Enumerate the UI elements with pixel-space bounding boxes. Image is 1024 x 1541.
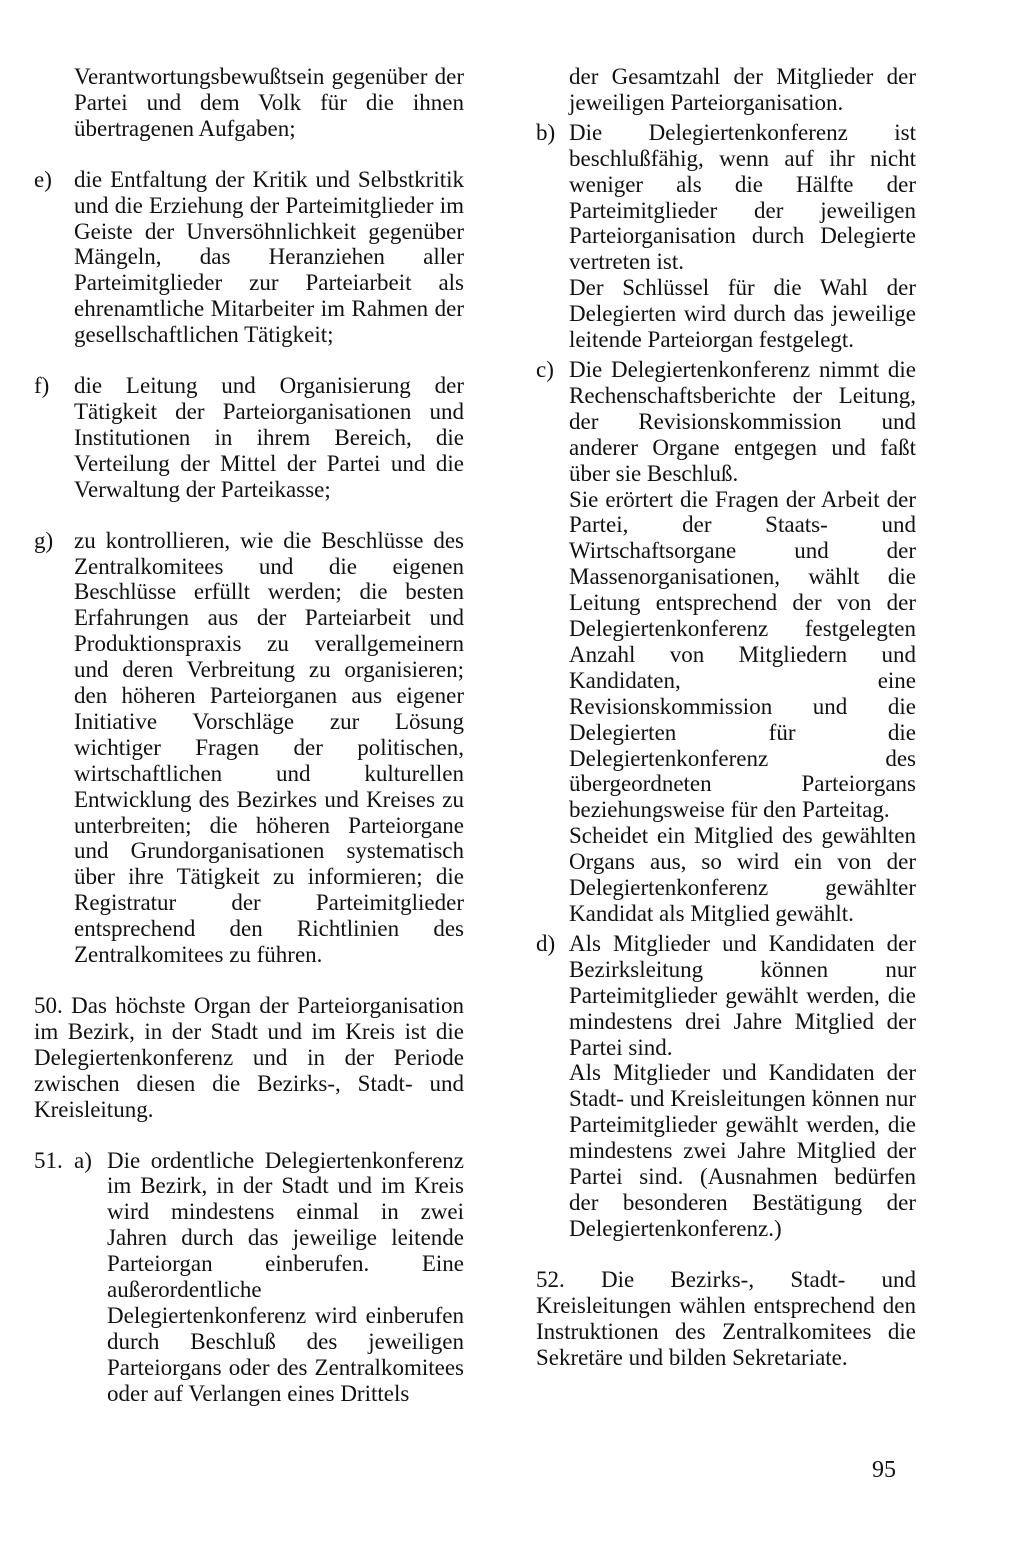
item-c-label: c)	[536, 356, 554, 382]
item-c-paragraph: Die Delegiertenkonferenz nimmt die Rechenschaftsberichte der Leitung, der Revisionskommission und anderer Organe entgegen und faßt über sie Beschluß.	[569, 356, 916, 486]
section-51-number: 51.	[34, 1147, 63, 1173]
item-g	[34, 528, 464, 968]
item-d	[536, 931, 916, 1242]
item-d-continuation-text: Verantwortungsbewußtsein gegenüber der Partei und dem Volk für die ihnen übertragenen Aufgaben;	[74, 64, 464, 141]
section-51-label: a)	[74, 1147, 92, 1173]
section-50	[34, 993, 464, 1123]
item-d-label: d)	[536, 930, 556, 956]
item-c	[536, 357, 916, 927]
item-d-paragraph: Als Mitglieder und Kandidaten der Stadt- und Kreisleitungen können nur Parteimitglieder gewählt werden, die mindestens zwei Jahre Mitglied der Partei sind. (Ausnahmen bedürfen der besonderen Bestätigung der Delegiertenkonferenz.)	[569, 1060, 916, 1241]
item-f-text: die Leitung und Organisierung der Tätigkeit der Parteiorganisationen und Institutionen in ihrem Bereich, die Verteilung der Mittel der Partei und die Verwaltung der Parteikasse;	[74, 373, 464, 502]
item-f	[34, 373, 464, 503]
item-b-label: b)	[536, 119, 556, 145]
item-c-paragraph: Scheidet ein Mitglied des gewählten Organs aus, so wird ein von der Delegiertenkonferenz gewählter Kandidat als Mitglied gewählt.	[569, 823, 916, 926]
item-g-text: zu kontrollieren, wie die Beschlüsse des Zentralkomitees und die eigenen Beschlüsse erfüllt werden; die besten Erfahrungen aus der Parteiarbeit und Produktionspraxis zu verallgemeinern und deren Verbreitung zu organisieren; den höheren Parteiorganen aus eigener Initiative Vorschläge zur Lösung wichtiger Fragen der politischen, wirtschaftlichen und kulturellen Entwicklung des Bezirkes und Kreises zu unterbreiten; die höheren Parteiorgane und Grundorganisationen systematisch über ihre Tätigkeit zu informieren; die Registratur der Parteimitglieder entsprechend den Richtlinien des Zentralkomitees zu führen.	[74, 527, 464, 968]
section-52	[536, 1267, 916, 1371]
item-b-paragraph: Der Schlüssel für die Wahl der Delegierten wird durch das jeweilige leitende Parteiorgan festgelegt.	[569, 275, 916, 353]
item-b-paragraph: Die Delegiertenkonferenz ist beschlußfähig, wenn auf ihr nicht weniger als die Hälfte der Parteimitglieder der jeweiligen Parteiorganisation durch Delegierte vertreten ist.	[569, 119, 916, 275]
item-b	[536, 120, 916, 353]
item-e	[34, 167, 464, 348]
item-a-continuation	[536, 64, 916, 116]
page-number: 95	[872, 1457, 896, 1483]
section-50-text: 50. Das höchste Organ der Parteiorganisation im Bezirk, in der Stadt und im Kreis ist die Delegiertenkonferenz und in der Periode zwischen diesen die Bezirks-, Stadt- und Kreisleitung.	[34, 993, 464, 1122]
item-a-continuation-text: der Gesamtzahl der Mitglieder der jeweiligen Parteiorganisation.	[569, 64, 916, 115]
item-f-label: f)	[34, 373, 50, 399]
section-51	[34, 1148, 464, 1407]
item-d-continuation	[34, 64, 464, 142]
item-e-text: die Entfaltung der Kritik und Selbstkritik und die Erziehung der Parteimitglieder im Geiste der Unversöhnlichkeit gegenüber Mängeln, das Heranziehen aller Parteimitglieder zur Parteiarbeit als ehrenamtliche Mitarbeiter im Rahmen der gesellschaftlichen Tätigkeit;	[74, 166, 464, 348]
item-c-paragraph: Sie erörtert die Fragen der Arbeit der Partei, der Staats- und Wirtschaftsorgane und der Massenorganisationen, wählt die Leitung entsprechend der von der Delegiertenkonferenz festgelegten Anzahl von Mitgliedern und Kandidaten, eine Revisionskommission und die Delegierten für die Delegiertenkonferenz des übergeordneten Parteiorgans beziehungsweise für den Parteitag.	[569, 486, 916, 823]
section-52-text: 52. Die Bezirks-, Stadt- und Kreisleitungen wählen entsprechend den Instruktionen des Zentralkomitees die Sekretäre und bilden Sekretariate.	[536, 1266, 916, 1370]
section-51-text: Die ordentliche Delegiertenkonferenz im Bezirk, in der Stadt und im Kreis wird mindestens einmal in zwei Jahren durch das jeweilige leitende Parteiorgan einberufen. Eine außerordentliche Delegiertenkonferenz wird einberufen durch Beschluß des jeweiligen Parteiorgans oder des Zentralkomitees oder auf Verlangen eines Drittels	[107, 1147, 464, 1406]
right-column	[536, 64, 916, 1370]
item-d-paragraph: Als Mitglieder und Kandidaten der Bezirksleitung können nur Parteimitglieder gewählt werden, die mindestens drei Jahre Mitglied der Partei sind.	[569, 930, 916, 1060]
item-g-label: g)	[34, 527, 54, 553]
item-e-label: e)	[34, 166, 52, 192]
left-column	[34, 64, 464, 1407]
